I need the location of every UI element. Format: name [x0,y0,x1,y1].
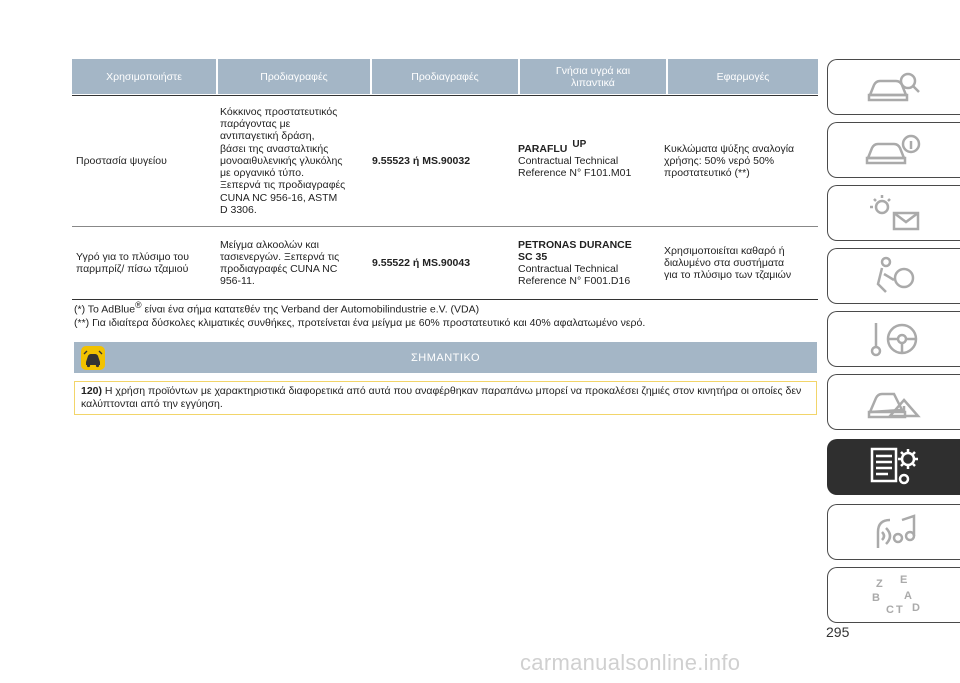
alphabetical-index-icon [864,573,924,617]
header-spec-2: Προδιαγραφές [372,59,518,94]
warning-box [74,381,817,415]
warning-text: Η χρήση προϊόντων με χαρακτηριστικά διαφορετικά από αυτά που αναφέρθηκαν παραπάνω μπορεί να προκαλέσει ζημιές στον κινητήρα οι οποίες δεν καλύπτονται από την εγγύηση. [81,385,802,410]
cell-product [514,96,660,226]
svg-text:Z: Z [876,578,883,590]
product-name: PETRONAS DURANCE SC 35 [518,238,632,263]
product-block [518,139,632,180]
spec-text: Μείγμα αλκοολών και τασιενεργών. Ξεπερνά τις προδιαγραφές CUNA NC 956-11. [220,238,340,288]
tab-car-search[interactable] [827,59,960,115]
car-warning-icon [80,345,106,371]
header-use: Χρησιμοποιήστε [72,59,216,94]
application-text: Κυκλώματα ψύξης αναλογία χρήσης: 50% νερό 50% προστατευτικό (**) [664,142,795,180]
cell-application [660,227,810,299]
tab-car-info[interactable] [827,122,960,178]
table-row [72,96,818,226]
warning-header [74,342,817,373]
table-row [72,227,818,299]
product-ref: Contractual Technical Reference N° F101.M01 [518,154,632,180]
tech-data-gear-icon [864,445,924,489]
cell-product [514,227,660,299]
tab-alphabetical-index[interactable] [827,567,960,623]
registered-mark: ® [135,300,142,310]
code-text: 9.55523 ή MS.90032 [372,154,471,167]
warning-title: ΣΗΜΑΝΤΙΚΟ [410,351,481,364]
cell-use [72,227,216,299]
tab-airbag-safety[interactable] [827,248,960,304]
header-fluids: Γνήσια υγρά και λιπαντικά [520,59,666,94]
footnotes [74,299,645,330]
cell-spec [216,227,368,299]
cell-application [660,96,810,226]
airbag-safety-icon [864,254,924,298]
car-emergency-icon [864,380,924,424]
svg-text:E: E [900,574,908,586]
header-spec-1: Προδιαγραφές [218,59,370,94]
tab-tech-data[interactable] [827,439,960,495]
page-number: 295 [826,624,850,640]
svg-text:B: B [872,592,880,604]
cell-spec [216,96,368,226]
steering-driving-icon [864,317,924,361]
svg-text:T: T [896,604,903,616]
specs-table [72,59,818,300]
table-header [72,59,818,94]
product-name: PARAFLU [518,142,568,155]
svg-text:D: D [912,602,920,614]
warning-number: 120) [81,385,103,397]
use-text: Υγρό για το πλύσιμο του παρμπρίζ/ πίσω τζαμιού [76,250,189,275]
product-sup: UP [572,139,587,151]
car-info-icon [864,128,924,172]
tab-multimedia[interactable] [827,504,960,560]
svg-text:A: A [904,590,912,602]
watermark: carmanualsonline.info [520,650,741,675]
tab-steering-driving[interactable] [827,311,960,367]
tab-car-emergency[interactable] [827,374,960,430]
application-text: Χρησιμοποιείται καθαρό ή διαλυμένο στα συστήματα για το πλύσιμο των τζαμιών [664,244,792,282]
svg-text:C: C [886,604,894,616]
dashboard-lights-icon [864,191,924,235]
footnote-adblue [74,299,645,317]
car-search-icon [864,65,924,109]
spec-text: Κόκκινος προστατευτικός παράγοντας με αντιπαγετική δράση, βάσει της ανασταλτικής μονοαιθυλενικής γλυκόλης με οργανικό τύπο. Ξεπερνά τις προδιαγραφές CUNA NC 956-16, ASTM D 3306. [220,106,346,216]
footnote-text: (*) To AdBlue [74,303,136,316]
cell-use [72,96,216,226]
tab-dashboard-lights[interactable] [827,185,960,241]
footnote-text: είναι ένα σήμα κατατεθέν της Verband der Automobilindustrie e.V. (VDA) [141,303,480,316]
code-text: 9.55522 ή MS.90043 [372,256,471,269]
cell-code [368,96,514,226]
use-text: Προστασία ψυγείου [76,154,167,167]
product-ref: Contractual Technical Reference N° F001.D16 [518,263,631,288]
product-block [518,239,632,288]
cell-code [368,227,514,299]
header-applications: Εφαρμογές [668,59,818,94]
footnote-mixture: (**) Για ιδιαίτερα δύσκολες κλιματικές συνθήκες, προτείνεται ένα μείγμα με 60% προστατευτικό και 40% αφαλατωμένο νερό. [74,316,646,329]
multimedia-icon [864,510,924,554]
